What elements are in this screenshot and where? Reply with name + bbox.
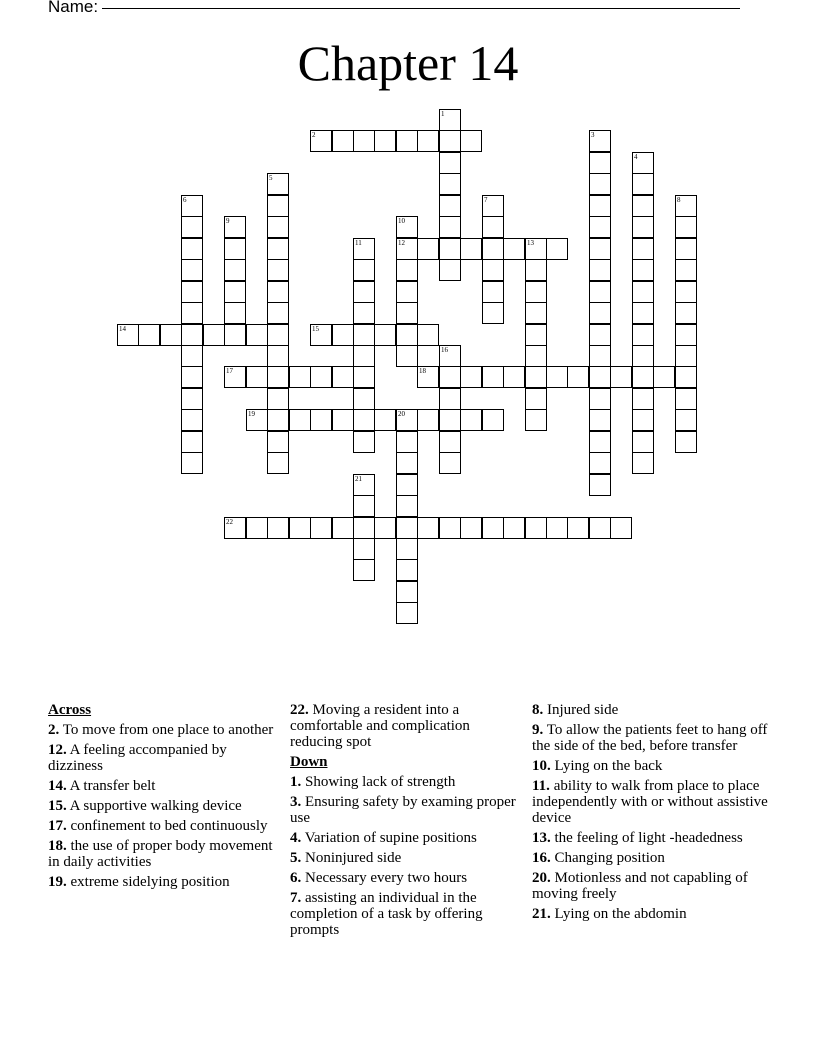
grid-cell[interactable] — [267, 452, 289, 474]
grid-cell[interactable] — [396, 345, 418, 367]
down-clue — [532, 830, 772, 846]
grid-cell[interactable] — [525, 366, 547, 388]
clue-text: Variation of supine positions — [301, 830, 477, 846]
clue-text: To move from one place to another — [59, 722, 274, 738]
clue-number-label: 4 — [634, 153, 638, 161]
grid-cell[interactable] — [181, 431, 203, 453]
down-clue — [532, 870, 772, 902]
grid-cell[interactable] — [181, 259, 203, 281]
clue-number: 9. — [532, 722, 544, 738]
clue-number: 4. — [290, 830, 302, 846]
down-clue — [532, 906, 772, 922]
grid-cell[interactable] — [439, 195, 461, 217]
grid-cell[interactable] — [353, 495, 375, 517]
page-title: Chapter 14 — [297, 35, 519, 91]
clue-number: 19. — [48, 874, 67, 890]
grid-cell[interactable] — [353, 130, 375, 152]
across-clue — [48, 818, 278, 834]
grid-cell[interactable] — [181, 281, 203, 303]
grid-cell[interactable] — [396, 602, 418, 624]
clue-text: Lying on the back — [550, 758, 663, 774]
clue-number-label: 18 — [419, 367, 426, 375]
across-clues-continued — [290, 702, 518, 750]
grid-cell[interactable] — [546, 517, 568, 539]
grid-cell[interactable] — [289, 409, 311, 431]
grid-cell[interactable] — [267, 238, 289, 260]
clue-number-label: 22 — [226, 518, 233, 526]
grid-cell[interactable] — [439, 452, 461, 474]
grid-cell[interactable] — [181, 366, 203, 388]
clue-text: A supportive walking device — [66, 798, 242, 814]
grid-cell[interactable] — [675, 345, 697, 367]
grid-cell[interactable] — [546, 366, 568, 388]
grid-cell[interactable] — [396, 259, 418, 281]
clue-text: Showing lack of strength — [301, 774, 456, 790]
grid-cell[interactable] — [353, 431, 375, 453]
clue-text: the feeling of light -headedness — [550, 830, 743, 846]
grid-cell[interactable] — [267, 431, 289, 453]
grid-cell[interactable] — [332, 409, 354, 431]
clue-number: 20. — [532, 870, 551, 886]
across-clue — [48, 874, 278, 890]
clue-number: 15. — [48, 798, 67, 814]
grid-cell[interactable] — [353, 366, 375, 388]
grid-cell[interactable] — [332, 130, 354, 152]
grid-cell[interactable] — [589, 431, 611, 453]
grid-cell[interactable] — [224, 281, 246, 303]
grid-cell[interactable] — [267, 195, 289, 217]
grid-cell[interactable] — [417, 130, 439, 152]
down-clue — [532, 722, 772, 754]
grid-cell[interactable] — [632, 324, 654, 346]
grid-cell[interactable] — [353, 409, 375, 431]
grid-cell[interactable] — [396, 559, 418, 581]
grid-cell[interactable] — [396, 517, 418, 539]
grid-cell[interactable] — [632, 302, 654, 324]
grid-cell[interactable] — [525, 281, 547, 303]
grid-cell[interactable] — [632, 409, 654, 431]
grid-cell[interactable] — [181, 388, 203, 410]
grid-cell[interactable] — [267, 409, 289, 431]
grid-cell[interactable] — [482, 259, 504, 281]
clue-text: Motionless and not capabling of moving freely — [532, 870, 748, 902]
grid-cell[interactable] — [675, 302, 697, 324]
grid-cell[interactable] — [374, 517, 396, 539]
grid-cell[interactable] — [396, 431, 418, 453]
clue-column-2 — [290, 702, 518, 942]
grid-cell[interactable] — [525, 409, 547, 431]
across-clue — [48, 722, 278, 738]
grid-cell[interactable] — [632, 259, 654, 281]
grid-cell[interactable] — [589, 388, 611, 410]
grid-cell[interactable] — [589, 324, 611, 346]
grid-cell[interactable] — [267, 302, 289, 324]
down-clue — [290, 794, 518, 826]
clue-column-1 — [48, 702, 278, 894]
clue-text: Ensuring safety by examing proper use — [290, 794, 516, 826]
clue-text: Injured side — [543, 702, 619, 718]
clue-text: To allow the patients feet to hang off the side of the bed, before transfer — [532, 722, 768, 754]
grid-cell[interactable] — [589, 517, 611, 539]
grid-cell[interactable] — [224, 238, 246, 260]
grid-cell[interactable] — [482, 517, 504, 539]
grid-cell[interactable] — [632, 173, 654, 195]
grid-cell[interactable] — [439, 238, 461, 260]
grid-cell[interactable] — [353, 388, 375, 410]
grid-cell[interactable] — [396, 302, 418, 324]
grid-cell[interactable] — [525, 259, 547, 281]
grid-cell[interactable] — [675, 366, 697, 388]
grid-cell[interactable] — [396, 581, 418, 603]
grid-cell[interactable] — [374, 324, 396, 346]
clue-number-label: 15 — [312, 325, 319, 333]
grid-cell[interactable] — [482, 281, 504, 303]
grid-cell[interactable] — [417, 238, 439, 260]
grid-cell[interactable] — [610, 517, 632, 539]
grid-cell[interactable] — [675, 431, 697, 453]
grid-cell[interactable] — [396, 474, 418, 496]
clue-number-label: 20 — [398, 410, 405, 418]
down-clues-continued — [532, 702, 772, 922]
grid-cell[interactable] — [589, 259, 611, 281]
grid-cell[interactable] — [181, 324, 203, 346]
grid-cell[interactable] — [439, 259, 461, 281]
grid-cell[interactable] — [632, 366, 654, 388]
down-clue — [290, 890, 518, 938]
across-clue — [48, 838, 278, 870]
grid-cell[interactable] — [353, 259, 375, 281]
grid-cell[interactable] — [224, 324, 246, 346]
grid-cell[interactable] — [589, 173, 611, 195]
grid-cell[interactable] — [525, 517, 547, 539]
grid-cell[interactable] — [396, 130, 418, 152]
grid-cell[interactable] — [181, 345, 203, 367]
clue-number-label: 11 — [355, 239, 362, 247]
grid-cell[interactable] — [675, 388, 697, 410]
clue-number-label: 1 — [441, 110, 445, 118]
grid-cell[interactable] — [460, 409, 482, 431]
grid-cell[interactable] — [675, 238, 697, 260]
clue-number-label: 21 — [355, 475, 362, 483]
clue-number-label: 14 — [119, 325, 126, 333]
down-clue — [532, 702, 772, 718]
clue-number: 13. — [532, 830, 551, 846]
clue-number: 22. — [290, 702, 309, 718]
grid-cell[interactable] — [181, 216, 203, 238]
clue-number-label: 10 — [398, 217, 405, 225]
grid-cell[interactable] — [632, 238, 654, 260]
grid-cell[interactable] — [353, 302, 375, 324]
grid-cell[interactable] — [310, 409, 332, 431]
clue-text: extreme sidelying position — [66, 874, 230, 890]
grid-cell[interactable] — [181, 238, 203, 260]
across-heading: Across — [48, 702, 92, 718]
clue-number-label: 5 — [269, 174, 273, 182]
grid-cell[interactable] — [589, 366, 611, 388]
grid-cell[interactable] — [181, 452, 203, 474]
clue-number-label: 17 — [226, 367, 233, 375]
grid-cell[interactable] — [482, 409, 504, 431]
clue-text: Changing position — [550, 850, 665, 866]
grid-cell[interactable] — [439, 152, 461, 174]
grid-cell[interactable] — [267, 259, 289, 281]
grid-cell[interactable] — [353, 538, 375, 560]
grid-cell[interactable] — [632, 388, 654, 410]
grid-cell[interactable] — [460, 517, 482, 539]
clue-text: the use of proper body movement in daily activities — [48, 838, 273, 870]
clue-text: ability to walk from place to place independently with or without assistive device — [532, 778, 768, 826]
clue-number-label: 12 — [398, 239, 405, 247]
grid-cell[interactable] — [267, 366, 289, 388]
grid-cell[interactable] — [589, 452, 611, 474]
grid-cell[interactable] — [310, 366, 332, 388]
grid-cell[interactable] — [567, 517, 589, 539]
grid-cell[interactable] — [460, 238, 482, 260]
grid-cell[interactable] — [246, 366, 268, 388]
grid-cell[interactable] — [267, 216, 289, 238]
grid-cell[interactable] — [632, 452, 654, 474]
grid-cell[interactable] — [567, 366, 589, 388]
down-clue — [290, 870, 518, 886]
clue-number: 2. — [48, 722, 60, 738]
grid-cell[interactable] — [525, 388, 547, 410]
down-heading: Down — [290, 754, 328, 770]
clue-number-label: 16 — [441, 346, 448, 354]
grid-cell[interactable] — [396, 452, 418, 474]
clue-number-label: 8 — [677, 196, 681, 204]
grid-cell[interactable] — [675, 409, 697, 431]
grid-cell[interactable] — [546, 238, 568, 260]
across-clue — [290, 702, 518, 750]
clue-number: 1. — [290, 774, 302, 790]
clue-number: 10. — [532, 758, 551, 774]
grid-cell[interactable] — [589, 238, 611, 260]
clue-number: 8. — [532, 702, 544, 718]
grid-cell[interactable] — [503, 238, 525, 260]
grid-cell[interactable] — [589, 216, 611, 238]
grid-cell[interactable] — [439, 431, 461, 453]
grid-cell[interactable] — [374, 130, 396, 152]
grid-cell[interactable] — [675, 216, 697, 238]
grid-cell[interactable] — [632, 431, 654, 453]
grid-cell[interactable] — [396, 495, 418, 517]
clue-text: Lying on the abdomin — [550, 906, 687, 922]
grid-cell[interactable] — [267, 388, 289, 410]
grid-cell[interactable] — [675, 281, 697, 303]
grid-cell[interactable] — [503, 517, 525, 539]
grid-cell[interactable] — [289, 366, 311, 388]
grid-cell[interactable] — [353, 324, 375, 346]
clue-number: 3. — [290, 794, 302, 810]
grid-cell[interactable] — [525, 302, 547, 324]
grid-cell[interactable] — [181, 409, 203, 431]
grid-cell[interactable] — [439, 388, 461, 410]
grid-cell[interactable] — [246, 517, 268, 539]
name-label: Name: — [48, 0, 99, 16]
clue-text: Necessary every two hours — [301, 870, 468, 886]
grid-cell[interactable] — [332, 366, 354, 388]
grid-cell[interactable] — [632, 216, 654, 238]
grid-cell[interactable] — [503, 366, 525, 388]
grid-cell[interactable] — [632, 281, 654, 303]
clue-number-label: 2 — [312, 131, 316, 139]
clue-number: 21. — [532, 906, 551, 922]
grid-cell[interactable] — [482, 238, 504, 260]
grid-cell[interactable] — [417, 517, 439, 539]
grid-cell[interactable] — [675, 324, 697, 346]
grid-cell[interactable] — [267, 517, 289, 539]
grid-cell[interactable] — [675, 259, 697, 281]
grid-cell[interactable] — [353, 559, 375, 581]
grid-cell[interactable] — [460, 366, 482, 388]
clue-text: Moving a resident into a comfortable and complication reducing spot — [290, 702, 470, 750]
grid-cell[interactable] — [353, 517, 375, 539]
down-clues — [290, 774, 518, 938]
grid-cell[interactable] — [160, 324, 182, 346]
grid-cell[interactable] — [589, 474, 611, 496]
clue-number-label: 9 — [226, 217, 230, 225]
clue-number: 14. — [48, 778, 67, 794]
grid-cell[interactable] — [396, 538, 418, 560]
clue-text: Noninjured side — [301, 850, 402, 866]
across-clue — [48, 798, 278, 814]
clue-number: 7. — [290, 890, 302, 906]
grid-cell[interactable] — [439, 517, 461, 539]
grid-cell[interactable] — [589, 281, 611, 303]
clue-number-label: 6 — [183, 196, 187, 204]
grid-cell[interactable] — [267, 324, 289, 346]
grid-cell[interactable] — [267, 345, 289, 367]
grid-cell[interactable] — [482, 216, 504, 238]
clue-number: 18. — [48, 838, 67, 854]
grid-cell[interactable] — [417, 324, 439, 346]
across-clue — [48, 742, 278, 774]
grid-cell[interactable] — [138, 324, 160, 346]
grid-cell[interactable] — [482, 366, 504, 388]
clue-text: A feeling accompanied by dizziness — [48, 742, 227, 774]
down-clue — [290, 850, 518, 866]
grid-cell[interactable] — [417, 409, 439, 431]
down-clue — [532, 758, 772, 774]
clue-number: 11. — [532, 778, 550, 794]
grid-cell[interactable] — [653, 366, 675, 388]
across-clue — [48, 778, 278, 794]
clue-number: 17. — [48, 818, 67, 834]
grid-cell[interactable] — [310, 517, 332, 539]
clue-text: confinement to bed continuously — [66, 818, 268, 834]
grid-cell[interactable] — [224, 302, 246, 324]
grid-cell[interactable] — [525, 324, 547, 346]
clue-number-label: 3 — [591, 131, 595, 139]
grid-cell[interactable] — [632, 345, 654, 367]
grid-cell[interactable] — [289, 517, 311, 539]
clue-number: 6. — [290, 870, 302, 886]
grid-cell[interactable] — [589, 302, 611, 324]
grid-cell[interactable] — [525, 345, 547, 367]
grid-cell[interactable] — [460, 130, 482, 152]
grid-cell[interactable] — [610, 366, 632, 388]
grid-cell[interactable] — [589, 345, 611, 367]
grid-cell[interactable] — [396, 281, 418, 303]
grid-cell[interactable] — [396, 324, 418, 346]
grid-cell[interactable] — [353, 281, 375, 303]
grid-cell[interactable] — [632, 195, 654, 217]
clue-number: 12. — [48, 742, 67, 758]
clue-text: A transfer belt — [66, 778, 156, 794]
grid-cell[interactable] — [203, 324, 225, 346]
grid-cell[interactable] — [589, 195, 611, 217]
grid-cell[interactable] — [439, 409, 461, 431]
down-clue — [290, 830, 518, 846]
grid-cell[interactable] — [439, 216, 461, 238]
grid-cell[interactable] — [246, 324, 268, 346]
down-clue — [532, 778, 772, 826]
grid-cell[interactable] — [181, 302, 203, 324]
grid-cell[interactable] — [439, 130, 461, 152]
grid-cell[interactable] — [332, 324, 354, 346]
grid-cell[interactable] — [439, 173, 461, 195]
grid-cell[interactable] — [224, 259, 246, 281]
grid-cell[interactable] — [267, 281, 289, 303]
clue-column-3 — [532, 702, 772, 926]
grid-cell[interactable] — [439, 366, 461, 388]
clue-number-label: 19 — [248, 410, 255, 418]
down-clue — [532, 850, 772, 866]
clue-number: 16. — [532, 850, 551, 866]
grid-cell[interactable] — [589, 409, 611, 431]
grid-cell[interactable] — [353, 345, 375, 367]
grid-cell[interactable] — [374, 409, 396, 431]
clue-text: assisting an individual in the completion of a task by offering prompts — [290, 890, 483, 938]
grid-cell[interactable] — [332, 517, 354, 539]
clue-number: 5. — [290, 850, 302, 866]
grid-cell[interactable] — [482, 302, 504, 324]
clue-number-label: 13 — [527, 239, 534, 247]
down-clue — [290, 774, 518, 790]
across-clues — [48, 722, 278, 890]
grid-cell[interactable] — [589, 152, 611, 174]
clue-number-label: 7 — [484, 196, 488, 204]
